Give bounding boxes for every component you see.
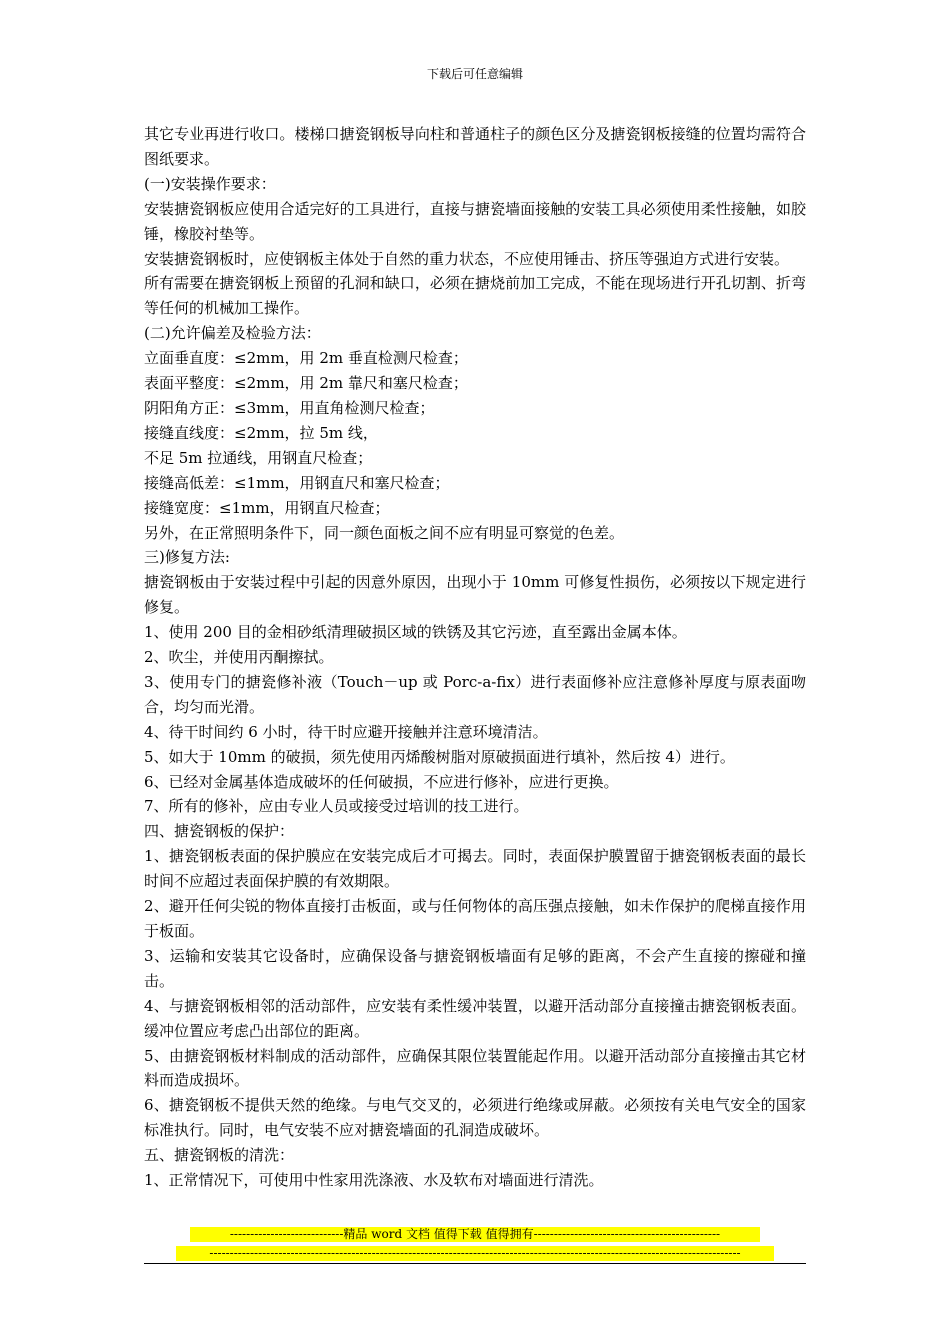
list-item: 接缝高低差：≤1mm，用钢直尺和塞尺检查； bbox=[144, 473, 450, 492]
list-item: 6、搪瓷钢板不提供天然的绝缘。与电气交叉的，必须进行绝缘或屏蔽。必须按有关电气安全的国家标准执行。同时，电气安装不应对搪瓷墙面的孔洞造成破坏。 bbox=[144, 1096, 806, 1140]
page-footer bbox=[144, 1227, 806, 1265]
paragraph: 所有需要在搪瓷钢板上预留的孔洞和缺口，必须在搪烧前加工完成，不能在现场进行开孔切割、折弯等任何的机械加工操作。 bbox=[144, 274, 806, 318]
list-item: 5、由搪瓷钢板材料制成的活动部件，应确保其限位装置能起作用。以避开活动部分直接撞击其它材料而造成损坏。 bbox=[144, 1046, 806, 1090]
list-item: 1、搪瓷钢板表面的保护膜应在安装完成后才可揭去。同时，表面保护膜置留于搪瓷钢板表面的最长时间不应超过表面保护膜的有效期限。 bbox=[144, 847, 806, 891]
page-header: 下载后可任意编辑 bbox=[426, 67, 523, 81]
list-item: 4、与搪瓷钢板相邻的活动部件，应安装有柔性缓冲装置，以避开活动部分直接撞击搪瓷钢板表面。缓冲位置应考虑凸出部位的距离。 bbox=[144, 996, 806, 1040]
document-body bbox=[144, 122, 806, 1193]
paragraph: 其它专业再进行收口。楼梯口搪瓷钢板导向柱和普通柱子的颜色区分及搪瓷钢板接缝的位置均需符合图纸要求。 bbox=[144, 125, 806, 168]
paragraph: 安装搪瓷钢板应使用合适完好的工具进行，直接与搪瓷墙面接触的安装工具必须使用柔性接触，如胶锤，橡胶衬垫等。 bbox=[144, 199, 806, 243]
list-item: 3、运输和安装其它设备时，应确保设备与搪瓷钢板墙面有足够的距离，不会产生直接的擦碰和撞击。 bbox=[144, 946, 806, 990]
paragraph: 搪瓷钢板由于安装过程中引起的因意外原因，出现小于 10mm 可修复性损伤，必须按以下规定进行修复。 bbox=[144, 573, 806, 617]
list-item: 6、已经对金属基体造成破坏的任何破损，不应进行修补，应进行更换。 bbox=[144, 772, 619, 791]
list-item: 2、避开任何尖锐的物体直接打击板面，或与任何物体的高压强点接触，如未作保护的爬梯直接作用于板面。 bbox=[144, 897, 806, 940]
paragraph: 另外，在正常照明条件下，同一颜色面板之间不应有明显可察觉的色差。 bbox=[144, 523, 625, 542]
list-item: 5、如大于 10mm 的破损，须先使用丙烯酸树脂对原破损面进行填补，然后按 4）进行。 bbox=[144, 747, 735, 766]
list-item: 1、正常情况下，可使用中性家用洗涤液、水及软布对墙面进行清洗。 bbox=[144, 1171, 604, 1190]
list-item: 接缝直线度：≤2mm，拉 5m 线， bbox=[144, 423, 378, 442]
section-heading: 四、搪瓷钢板的保护： bbox=[144, 822, 295, 841]
list-item: 1、使用 200 目的金相砂纸清理破损区域的铁锈及其它污迹，直至露出金属本体。 bbox=[144, 623, 687, 642]
list-item: 表面平整度：≤2mm，用 2m 靠尺和塞尺检查； bbox=[144, 374, 468, 393]
footer-divider bbox=[144, 1263, 806, 1264]
section-heading: (二)允许偏差及检验方法： bbox=[144, 324, 321, 343]
list-item: 接缝宽度：≤1mm，用钢直尺检查； bbox=[144, 498, 390, 517]
list-item: 阴阳角方正：≤3mm，用直角检测尺检查； bbox=[144, 398, 435, 417]
footer-banner-line-1: ----------------------------精品 word 文档 值得下载 值得拥有---------------------------------------------- bbox=[190, 1227, 760, 1242]
footer-banner-line-2: ----------------------------------------------------------------------------------------------------------------------------------- bbox=[176, 1246, 774, 1261]
section-heading: 五、搪瓷钢板的清洗： bbox=[144, 1146, 295, 1165]
list-item: 立面垂直度：≤2mm，用 2m 垂直检测尺检查； bbox=[144, 349, 468, 368]
list-item: 3、使用专门的搪瓷修补液（Touch－up 或 Porc-a-fix）进行表面修补应注意修补厚度与原表面吻合，均匀而光滑。 bbox=[144, 672, 806, 716]
paragraph: 安装搪瓷钢板时，应使钢板主体处于自然的重力状态，不应使用锤击、挤压等强迫方式进行安装。 bbox=[144, 249, 790, 268]
section-heading: (一)安装操作要求： bbox=[144, 174, 276, 193]
list-item: 不足 5m 拉通线，用钢直尺检查； bbox=[144, 448, 373, 467]
list-item: 2、吹尘，并使用丙酮擦拭。 bbox=[144, 648, 334, 667]
section-heading: 三)修复方法: bbox=[144, 548, 230, 567]
list-item: 4、待干时间约 6 小时，待干时应避开接触并注意环境清洁。 bbox=[144, 722, 548, 741]
list-item: 7、所有的修补，应由专业人员或接受过培训的技工进行。 bbox=[144, 797, 529, 816]
